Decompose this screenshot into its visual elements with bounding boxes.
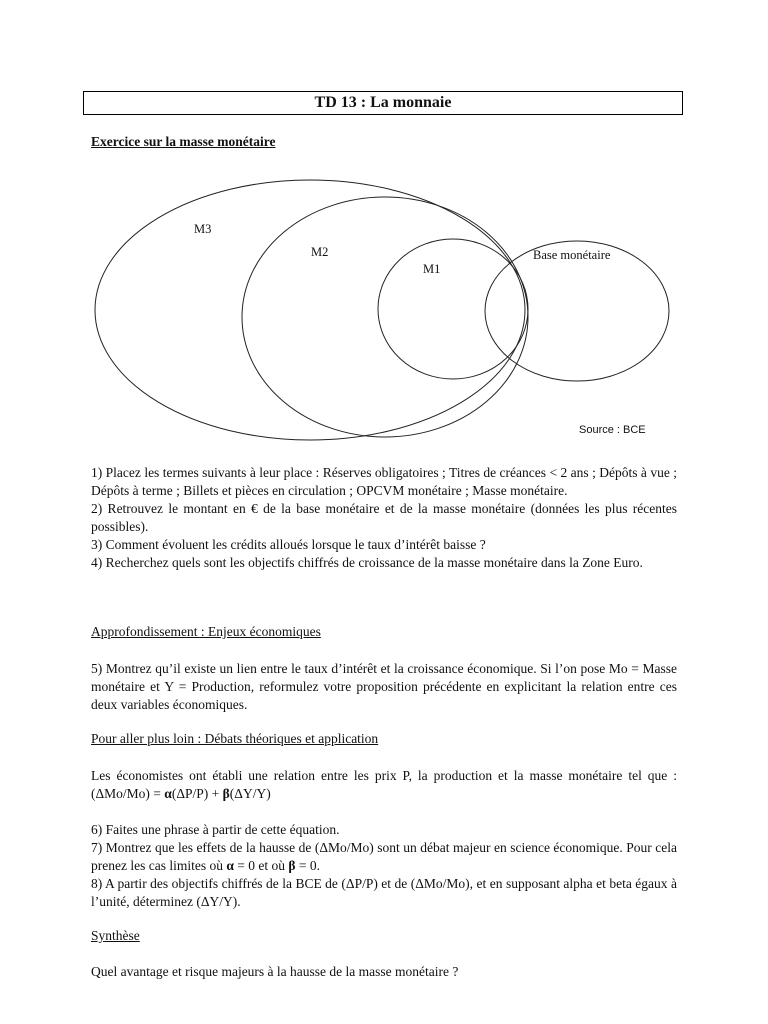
questions-block-2 [91,660,677,714]
question-4: 4) Recherchez quels sont les objectifs chiffrés de croissance de la masse monétaire dans la Zone Euro. [91,555,643,570]
question-6: 6) Faites une phrase à partir de cette équation. [91,822,340,837]
equation-text-start: Les économistes ont établi une relation entre les prix P, la production et la masse monétaire tel que : (ΔMo/Mo) = [91,768,677,801]
equation-text-end: (ΔY/Y) [229,786,271,801]
question-7-text: 7) Montrez que les effets de la hausse de (ΔMo/Mo) sont un débat majeur en science économique. Pour cela prenez les cas limites où [91,840,677,873]
beta-symbol: β [222,786,230,801]
question-7-alpha: α [226,858,234,873]
monetary-mass-venn-diagram [90,165,690,455]
synthese-question: Quel avantage et risque majeurs à la hausse de la masse monétaire ? [91,964,459,979]
m1-ellipse [378,239,528,379]
question-7-end: = 0. [295,858,320,873]
m1-label: M1 [423,262,441,276]
section-heading-debats: Pour aller plus loin : Débats théoriques et application [91,731,379,746]
page-title: TD 13 : La monnaie [314,94,452,111]
questions-block-3 [91,821,677,911]
m3-ellipse [95,180,525,440]
title-box [83,91,683,115]
question-7-mid: = 0 et où [233,858,289,873]
m2-label: M2 [311,245,329,259]
equation-intro [91,767,677,803]
question-7 [91,839,677,875]
alpha-symbol: α [164,786,172,801]
section-heading-approfondissement: Approfondissement : Enjeux économiques [91,624,321,639]
m3-label: M3 [194,222,212,236]
question-2: 2) Retrouvez le montant en € de la base monétaire et de la masse monétaire (données les plus récentes possibles). [91,501,677,534]
section-heading-exercise: Exercice sur la masse monétaire [91,134,276,149]
question-3: 3) Comment évoluent les crédits alloués lorsque le taux d’intérêt baisse ? [91,537,486,552]
question-7-beta: β [288,858,296,873]
base-monetaire-label: Base monétaire [533,248,611,262]
equation-text-mid: (ΔP/P) + [171,786,223,801]
section-heading-synthese: Synthèse [91,928,140,943]
equation-paragraph [91,767,677,803]
synthese-block [91,963,677,981]
question-5: 5) Montrez qu’il existe un lien entre le taux d’intérêt et la croissance économique. Si l’on pose Mo = Masse monétaire et Y = Production, reformulez votre proposition précédente en explicitant la relation entre ces deux variables économiques. [91,661,677,712]
question-8: 8) A partir des objectifs chiffrés de la BCE de (ΔP/P) et de (ΔMo/Mo), et en supposant alpha et beta égaux à l’unité, déterminez (ΔY/Y). [91,876,677,909]
diagram-source: Source : BCE [579,424,646,436]
question-1: 1) Placez les termes suivants à leur place : Réserves obligatoires ; Titres de créances < 2 ans ; Dépôts à vue ; Dépôts à terme ; Billets et pièces en circulation ; OPCVM monétaire ; Masse monétaire. [91,465,677,498]
questions-block-1 [91,464,677,572]
